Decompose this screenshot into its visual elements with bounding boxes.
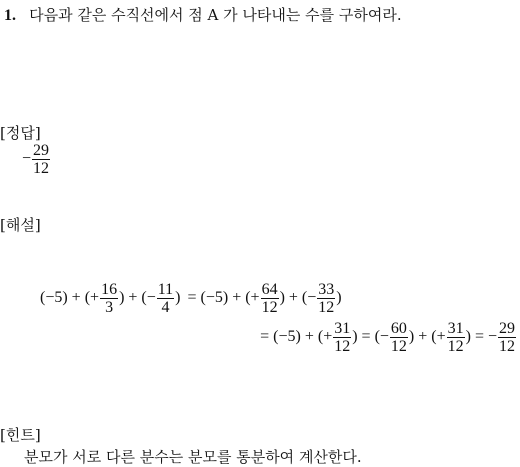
equation-text: ): [175, 289, 181, 307]
solution-line-2: [260, 320, 517, 355]
denominator: 4: [161, 299, 170, 316]
denominator: 12: [334, 338, 351, 355]
answer-numerator: 29: [33, 142, 50, 159]
fraction: [333, 320, 351, 355]
equation-text: = (−5) + (+: [260, 328, 333, 346]
denominator: 12: [447, 338, 464, 355]
numerator: 33: [318, 281, 335, 298]
fraction: [261, 281, 279, 316]
numerator: 31: [334, 320, 351, 337]
denominator: 12: [390, 338, 407, 355]
hint-heading: [힌트]: [0, 426, 41, 444]
fraction: [100, 281, 118, 316]
problem-text: 다음과 같은 수직선에서 점 A 가 나타내는 수를 구하여라.: [29, 6, 402, 24]
equation-text: ) = −: [465, 328, 497, 346]
equation-text: = (−5) + (+: [187, 289, 260, 307]
answer-heading: [정답]: [0, 124, 41, 142]
equation-text: ) = (−: [352, 328, 389, 346]
hint-text: 분모가 서로 다른 분수는 분모를 통분하여 계산한다.: [24, 448, 362, 466]
equation-text: ) + (+: [408, 328, 446, 346]
solution-heading: [해설]: [0, 216, 41, 234]
numerator: 11: [157, 281, 174, 298]
denominator: 12: [318, 299, 335, 316]
denominator: 3: [105, 299, 114, 316]
numerator: 31: [447, 320, 464, 337]
equation-rhs: [187, 281, 342, 316]
equation-text: ) + (−: [279, 289, 317, 307]
answer-denominator: 12: [33, 160, 50, 177]
solution-line-1: [40, 281, 342, 316]
equation-text: (−5) + (+: [40, 289, 100, 307]
fraction: [317, 281, 335, 316]
equation-text: ) + (−: [119, 289, 156, 307]
answer-fraction: [32, 142, 50, 177]
answer-sign: −: [22, 150, 32, 168]
problem-number: 1.: [4, 7, 16, 24]
numerator: 60: [390, 320, 407, 337]
numerator: 64: [261, 281, 278, 298]
equation-text: ): [336, 289, 342, 307]
numerator: 16: [101, 281, 118, 298]
fraction: [447, 320, 465, 355]
fraction: [498, 320, 516, 355]
problem-statement: [4, 4, 402, 25]
fraction: [157, 281, 174, 316]
numerator: 29: [499, 320, 515, 337]
equation-lhs: [40, 281, 185, 316]
denominator: 12: [499, 338, 515, 355]
denominator: 12: [261, 299, 278, 316]
fraction: [390, 320, 408, 355]
answer-value: [22, 142, 51, 177]
